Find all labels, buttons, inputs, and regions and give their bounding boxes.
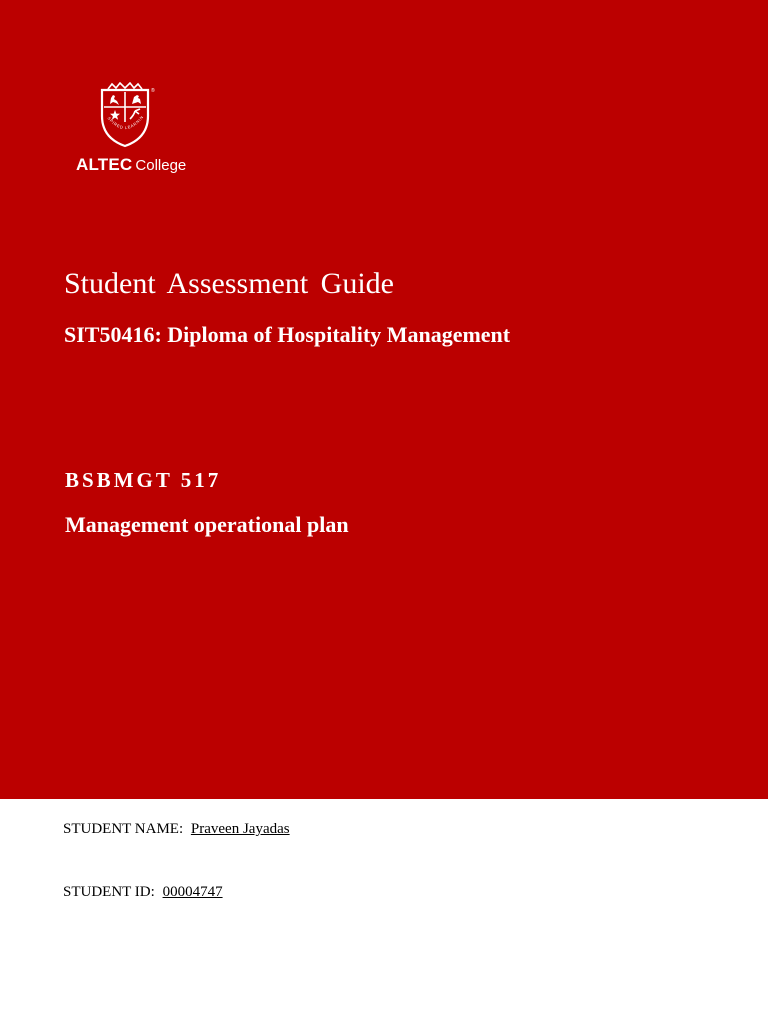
logo-brand: ALTEC xyxy=(76,155,133,174)
unit-code: BSBMGT 517 xyxy=(65,468,222,492)
student-name-label: STUDENT NAME: xyxy=(63,821,184,837)
qualification-title: SIT50416: Diploma of Hospitality Management xyxy=(64,322,511,347)
unit-title: Management operational plan xyxy=(65,512,349,537)
student-name-row xyxy=(63,820,290,838)
college-logo xyxy=(76,82,186,182)
crest-motto-text: SPIRED LEARNIN xyxy=(106,114,145,131)
student-id-label: STUDENT ID: xyxy=(63,884,155,900)
student-name-value[interactable]: Praveen Jayadas xyxy=(190,821,290,837)
shield-crest-icon xyxy=(94,82,156,148)
student-id-row xyxy=(63,883,223,901)
document-title: Student Assessment Guide xyxy=(64,267,394,300)
logo-subtext: College xyxy=(135,157,187,174)
logo-wordmark xyxy=(76,156,186,174)
student-id-value[interactable]: 00004747 xyxy=(162,884,223,900)
trademark-symbol: ® xyxy=(151,88,155,94)
